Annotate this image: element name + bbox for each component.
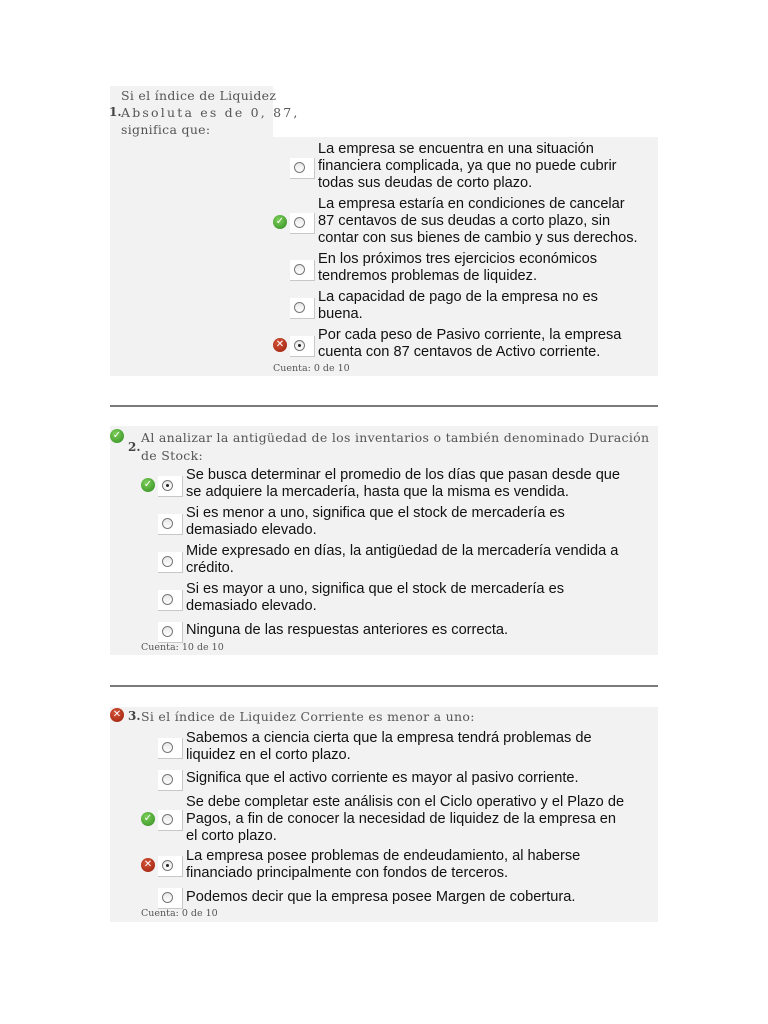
radio-option-selected[interactable] bbox=[158, 856, 183, 877]
check-circle-icon: ✓ bbox=[273, 215, 287, 229]
option-label[interactable]: Se busca determinar el promedio de los días que pasan desde que se adquiere la mercadería, hasta que la misma es vendida. bbox=[186, 467, 621, 500]
radio-option[interactable] bbox=[158, 738, 183, 759]
option-label[interactable]: Significa que el activo corriente es mayor al pasivo corriente. bbox=[186, 770, 579, 786]
check-circle-icon: ✓ bbox=[141, 478, 155, 492]
option-label[interactable]: Sabemos a ciencia cierta que la empresa tendrá problemas de liquidez en el corto plazo. bbox=[186, 730, 592, 763]
option-label[interactable]: En los próximos tres ejercicios económicos tendremos problemas de liquidez. bbox=[318, 251, 598, 284]
option-label[interactable]: Ninguna de las respuestas anteriores es correcta. bbox=[186, 622, 509, 638]
radio-option-selected[interactable] bbox=[290, 336, 315, 357]
radio-option[interactable] bbox=[158, 552, 183, 573]
option-label[interactable]: Mide expresado en días, la antigüedad de la mercadería vendida a crédito. bbox=[186, 543, 619, 576]
radio-option[interactable] bbox=[158, 770, 183, 791]
option-label[interactable]: Por cada peso de Pasivo corriente, la empresa cuenta con 87 centavos de Activo corriente. bbox=[318, 327, 622, 360]
x-circle-icon: ✕ bbox=[110, 708, 124, 722]
x-circle-icon: ✕ bbox=[141, 858, 155, 872]
score-count: Cuenta: 0 de 10 bbox=[141, 908, 218, 919]
check-circle-icon: ✓ bbox=[141, 812, 155, 826]
radio-option[interactable] bbox=[158, 590, 183, 611]
option-label[interactable]: La empresa estaría en condiciones de cancelar 87 centavos de sus deudas a corto plazo, sin contar con sus bienes de cambio y sus derechos. bbox=[318, 196, 638, 246]
option-label[interactable]: Si es menor a uno, significa que el stock de mercadería es demasiado elevado. bbox=[186, 505, 565, 538]
radio-option[interactable] bbox=[158, 810, 183, 831]
score-count: Cuenta: 10 de 10 bbox=[141, 642, 224, 653]
option-label[interactable]: La empresa posee problemas de endeudamiento, al haberse financiado principalmente con fondos de terceros. bbox=[186, 848, 581, 881]
question-number: 1. bbox=[109, 105, 122, 119]
option-label[interactable]: Podemos decir que la empresa posee Margen de cobertura. bbox=[186, 889, 576, 905]
option-label[interactable]: La empresa se encuentra en una situación financiera complicada, ya que no puede cubrir todas sus deudas de corto plazo. bbox=[318, 141, 617, 191]
question-number: 2. bbox=[128, 440, 141, 454]
radio-option-selected[interactable] bbox=[158, 476, 183, 497]
question-number: 3. bbox=[128, 709, 141, 723]
check-circle-icon: ✓ bbox=[110, 429, 124, 443]
radio-option[interactable] bbox=[158, 888, 183, 909]
option-label[interactable]: La capacidad de pago de la empresa no es buena. bbox=[318, 289, 598, 322]
score-count: Cuenta: 0 de 10 bbox=[273, 363, 350, 374]
x-circle-icon: ✕ bbox=[273, 338, 287, 352]
question-text: Si el índice de Liquidez Absoluta es de 0, 87, significa que: bbox=[121, 88, 300, 137]
radio-option[interactable] bbox=[158, 514, 183, 535]
option-label[interactable]: Si es mayor a uno, significa que el stock de mercadería es demasiado elevado. bbox=[186, 581, 565, 614]
question-text: Al analizar la antigüedad de los inventarios o también denominado Duración de Stock: bbox=[141, 430, 650, 463]
radio-option[interactable] bbox=[290, 158, 315, 179]
question-text: Si el índice de Liquidez Corriente es menor a uno: bbox=[141, 709, 475, 724]
option-label[interactable]: Se debe completar este análisis con el Ciclo operativo y el Plazo de Pagos, a fin de conocer la necesidad de liquidez de la empresa en el corto plazo. bbox=[186, 794, 625, 844]
radio-option[interactable] bbox=[158, 622, 183, 643]
divider bbox=[110, 405, 658, 407]
radio-option[interactable] bbox=[290, 298, 315, 319]
radio-option[interactable] bbox=[290, 260, 315, 281]
radio-option[interactable] bbox=[290, 213, 315, 234]
divider bbox=[110, 685, 658, 687]
